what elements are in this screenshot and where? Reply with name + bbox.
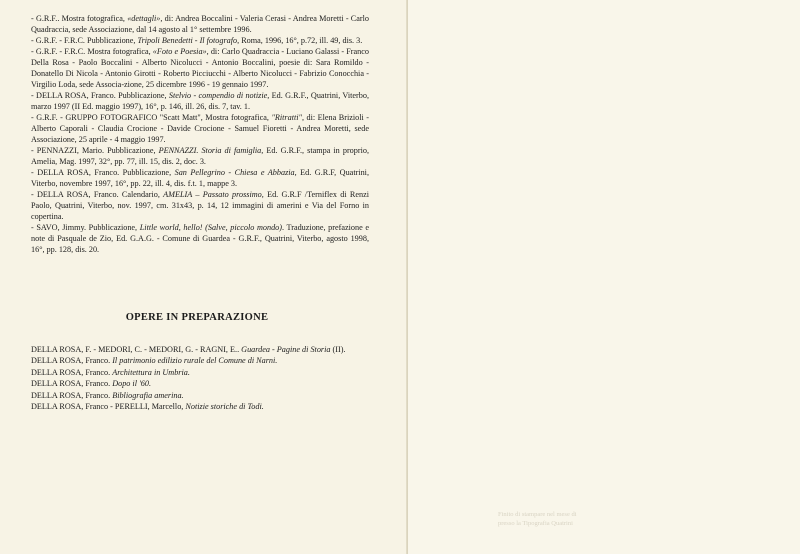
in-preparation-list [31, 344, 369, 412]
bibliography-entry: - DELLA ROSA, Franco. Pubblicazione, San Pellegrino - Chiesa e Abbazia, Ed. G.R.F, Quatrini, Viterbo, novembre 1997, 16°, pp. 22, ill. 4, dis. f.t. 1, mappe 3. [31, 168, 370, 188]
in-preparation-entry: DELLA ROSA, F. - MEDORI, C. - MEDORI, G. - RAGNI, E.. Guardea - Pagine di Storia (II). [31, 345, 346, 354]
bibliography-entry: - DELLA ROSA, Franco. Calendario, AMELIA – Passato prossimo, Ed. G.R.F /Terniflex di Renzi Paolo, Quatrini, Viterbo, nov. 1997, cm. 31x43, p. 14, 12 immagini di amerini e Via del Forno in copertina. [31, 190, 369, 221]
in-preparation-entry: DELLA ROSA, Franco. Architettura in Umbria. [31, 367, 190, 377]
in-preparation-entry: DELLA ROSA, Franco - PERELLI, Marcello, Notizie storiche di Todi. [31, 402, 264, 412]
in-preparation-entry: DELLA ROSA, Franco. Il patrimonio edilizio rurale del Comune di Narni. [31, 356, 278, 366]
bleed-through-line: Finito di stampare nel mese di [498, 511, 577, 518]
bibliography-entry: - G.R.F.. Mostra fotografica, «dettagli», di: Andrea Boccalini - Valeria Cerasi - Andrea Moretti - Carlo Quadraccia, sede Associazione, dal 14 agosto al 1° settembre 1996. [31, 14, 369, 34]
bibliography-entry: - G.R.F. - GRUPPO FOTOGRAFICO "Scatt Matt", Mostra fotografica, "Ritratti", di: Elena Brizioli - Alberto Caporali - Claudia Crocione - Davide Crocione - Samuel Fioretti - Andrea Moretti, sede Associazione, 25 aprile - 4 maggio 1997. [31, 113, 369, 144]
in-preparation-entry: DELLA ROSA, Franco. Bibliografia amerina. [31, 390, 184, 400]
bibliography-list [31, 13, 369, 255]
bleed-through-line: presso la Tipografia Quatrini [498, 520, 573, 527]
bibliography-entry: - G.R.F. - F.R.C. Mostra fotografica, «Foto e Poesia», di: Carlo Quadraccia - Luciano Galassi - Franco Della Rosa - Paolo Boccalini - Alberto Nicolucci - Antonio Boccalini, poesie di: Sara Romildo - Donatello Di Nicola - Antonio Girotti - Roberto Picciucchi - Alberto Nicolucci - Fabrizio Conocchia - Virgilio Loda, sede Associa-zione, 25 dicembre 1996 - 19 gennaio 1997. [31, 47, 369, 89]
bibliography-entry: - DELLA ROSA, Franco. Pubblicazione, Stelvio - compendio di notizie, Ed. G.R.F., Quatrini, Viterbo, marzo 1997 (II Ed. maggio 1997), 16°, p. 146, ill. 26, dis. 7, tav. 1. [31, 91, 369, 111]
in-preparation-entry: DELLA ROSA, Franco. Dopo il '60. [31, 379, 152, 389]
right-page [408, 0, 800, 554]
bibliography-entry: - SAVO, Jimmy. Pubblicazione, Little world, hello! (Salve, piccolo mondo). Traduzione, prefazione e note di Pasquale de Zio, Ed. G.A.G. - Comune di Guardea - G.R.F., Quatrini, Viterbo, agosto 1998, 16°, pp. 128, dis. 20. [31, 223, 369, 254]
bleed-through-text [498, 510, 728, 528]
section-title: OPERE IN PREPARAZIONE [125, 312, 269, 323]
bibliography-entry: - G.R.F. - F.R.C. Pubblicazione, Tripoli Benedetti - Il fotografo, Roma, 1996, 16°, p.72, ill. 49, dis. 3. [31, 36, 363, 45]
bibliography-entry: - PENNAZZI, Mario. Pubblicazione, PENNAZZI. Storia di famiglia, Ed. G.R.F., stampa in proprio, Amelia, Mag. 1997, 32°, pp. 77, ill. 15, dis. 2, doc. 3. [31, 146, 369, 166]
